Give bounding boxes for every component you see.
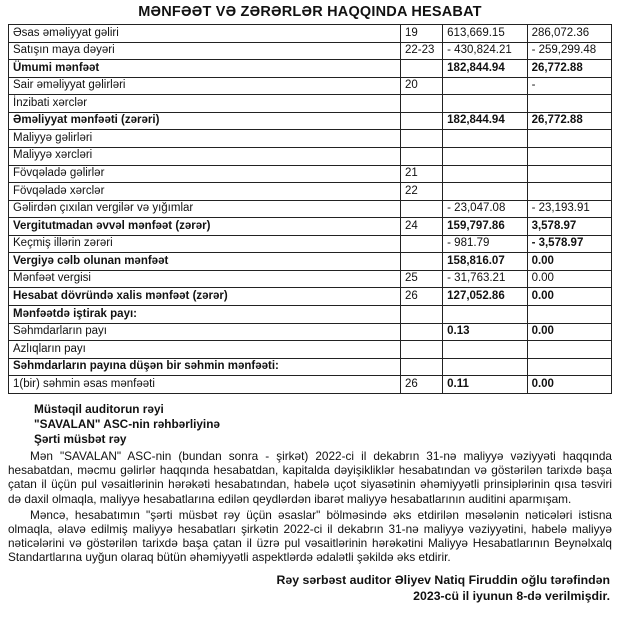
row-code: 22 bbox=[400, 183, 442, 201]
row-value-current bbox=[443, 165, 527, 183]
profit-loss-report bbox=[8, 4, 612, 605]
auditor-opinion-section bbox=[8, 402, 612, 606]
table-row bbox=[9, 77, 612, 95]
row-value-current: - 23,047.08 bbox=[443, 200, 527, 218]
row-label: Səhmdarların payına düşən bir səhmin mənfəəti: bbox=[9, 358, 401, 376]
row-label: Maliyyə xərcləri bbox=[9, 147, 401, 165]
page-title: MƏNFƏƏT VƏ ZƏRƏRLƏR HAQQINDA HESABAT bbox=[138, 4, 482, 20]
row-label: Satışın maya dəyəri bbox=[9, 42, 401, 60]
row-value-current: 0.13 bbox=[443, 323, 527, 341]
row-value-current: 159,797.86 bbox=[443, 218, 527, 236]
row-label: Mənfəətdə iştirak payı: bbox=[9, 306, 401, 324]
row-code bbox=[400, 235, 442, 253]
signature-line-2: 2023-cü il iyunun 8-də verilmişdir. bbox=[413, 589, 610, 604]
row-value-prior bbox=[527, 306, 611, 324]
table-row bbox=[9, 25, 612, 43]
row-value-prior: 0.00 bbox=[527, 323, 611, 341]
row-value-prior bbox=[527, 95, 611, 113]
row-label: Vergiyə cəlb olunan mənfəət bbox=[9, 253, 401, 271]
table-row bbox=[9, 147, 612, 165]
table-row bbox=[9, 358, 612, 376]
row-label: İnzibati xərclər bbox=[9, 95, 401, 113]
row-value-prior: - 3,578.97 bbox=[527, 235, 611, 253]
row-code bbox=[400, 60, 442, 78]
row-value-current: 182,844.94 bbox=[443, 112, 527, 130]
table-row bbox=[9, 95, 612, 113]
signature-line-1: Rəy sərbəst auditor Əliyev Natiq Firuddin oğlu tərəfindən bbox=[276, 573, 610, 588]
row-value-current: - 430,824.21 bbox=[443, 42, 527, 60]
row-label: Əməliyyat mənfəəti (zərəri) bbox=[9, 112, 401, 130]
row-value-current: 613,669.15 bbox=[443, 25, 527, 43]
row-label: Vergitutmadan əvvəl mənfəət (zərər) bbox=[9, 218, 401, 236]
row-value-prior bbox=[527, 130, 611, 148]
table-row bbox=[9, 183, 612, 201]
row-value-current bbox=[443, 95, 527, 113]
row-value-prior bbox=[527, 183, 611, 201]
row-label: Mənfəət vergisi bbox=[9, 270, 401, 288]
row-value-prior: 0.00 bbox=[527, 253, 611, 271]
row-label: Maliyyə gəlirləri bbox=[9, 130, 401, 148]
row-value-current: - 981.79 bbox=[443, 235, 527, 253]
table-row bbox=[9, 323, 612, 341]
row-code bbox=[400, 323, 442, 341]
table-row bbox=[9, 288, 612, 306]
row-value-prior: - bbox=[527, 77, 611, 95]
table-row bbox=[9, 270, 612, 288]
table-row bbox=[9, 130, 612, 148]
row-value-current bbox=[443, 306, 527, 324]
auditor-paragraph-2: Məncə, hesabatımın "şərti müsbət rəy üçün əsaslar" bölməsində əks etdirilən məsələnin nəticələri istisna olmaqla, əlavə edilmiş maliyyə hesabatları şirkətin 2022-ci il dekabrın 31-nə maliyyə vəziyyətini, habelə maliyyə nəticələrini və göstərilən tarixdə başa çatan il üzrə pul vəsaitlərinin hərəkətini Maliyyə Hesabatlarının Beynəlxalq Standartlarına uyğun olaraq bütün əhəmiyyətli aspektlərdə ədalətli şəkildə əks etdirir. bbox=[8, 507, 612, 565]
row-label: Keçmiş illərin zərəri bbox=[9, 235, 401, 253]
row-code: 25 bbox=[400, 270, 442, 288]
row-code bbox=[400, 147, 442, 165]
row-code bbox=[400, 200, 442, 218]
row-value-current: - 31,763.21 bbox=[443, 270, 527, 288]
pl-table-body bbox=[9, 25, 612, 394]
row-value-prior: - 23,193.91 bbox=[527, 200, 611, 218]
auditor-heading-addressee: "SAVALAN" ASC-nin rəhbərliyinə bbox=[34, 416, 220, 431]
row-value-current bbox=[443, 77, 527, 95]
table-row bbox=[9, 165, 612, 183]
row-value-prior: 3,578.97 bbox=[527, 218, 611, 236]
row-label: Əsas əməliyyat gəliri bbox=[9, 25, 401, 43]
row-value-prior: 286,072.36 bbox=[527, 25, 611, 43]
row-label: Azlıqların payı bbox=[9, 341, 401, 359]
row-value-prior: 0.00 bbox=[527, 288, 611, 306]
table-row bbox=[9, 42, 612, 60]
auditor-headings bbox=[34, 402, 612, 447]
row-value-current: 127,052.86 bbox=[443, 288, 527, 306]
row-code: 21 bbox=[400, 165, 442, 183]
row-value-current bbox=[443, 341, 527, 359]
table-row bbox=[9, 218, 612, 236]
row-value-prior bbox=[527, 341, 611, 359]
row-value-current bbox=[443, 183, 527, 201]
row-value-current bbox=[443, 130, 527, 148]
row-value-prior bbox=[527, 147, 611, 165]
row-value-prior bbox=[527, 165, 611, 183]
auditor-heading-opinion-type: Şərti müsbət rəy bbox=[34, 432, 127, 446]
row-code: 19 bbox=[400, 25, 442, 43]
row-code bbox=[400, 112, 442, 130]
row-code bbox=[400, 341, 442, 359]
row-code bbox=[400, 253, 442, 271]
row-label: Fövqəladə gəlirlər bbox=[9, 165, 401, 183]
row-code: 20 bbox=[400, 77, 442, 95]
row-code: 24 bbox=[400, 218, 442, 236]
row-label: Gəlirdən çıxılan vergilər və yığımlar bbox=[9, 200, 401, 218]
row-value-prior: - 259,299.48 bbox=[527, 42, 611, 60]
row-label: 1(bir) səhmin əsas mənfəəti bbox=[9, 376, 401, 394]
row-value-prior: 0.00 bbox=[527, 270, 611, 288]
row-label: Səhmdarların payı bbox=[9, 323, 401, 341]
table-row bbox=[9, 376, 612, 394]
profit-loss-table bbox=[8, 24, 612, 394]
row-value-prior: 26,772.88 bbox=[527, 112, 611, 130]
row-label: Fövqəladə xərclər bbox=[9, 183, 401, 201]
row-code bbox=[400, 358, 442, 376]
row-code bbox=[400, 306, 442, 324]
row-value-current: 158,816.07 bbox=[443, 253, 527, 271]
table-row bbox=[9, 341, 612, 359]
auditor-paragraph-1: Mən "SAVALAN" ASC-nin (bundan sonra - şirkət) 2022-ci il dekabrın 31-nə maliyyə vəziyyəti haqqında hesabatdan, məcmu gəlirlər haqqında hesabatdan, kapitalda dəyişikliklər hesabatından və göstərilən tarixdə başa çatan il üçün pul vəsaitlərinin hərəkəti hesabatından, habelə uçot siyasətinin əhəmiyyətli prinsiplərinin qısa təsviri də daxil olmaqla, maliyyə hesabatlarına edilən qeydlərdən ibarət maliyyə hesabatlarının auditini aparmışam. bbox=[8, 449, 612, 506]
auditor-signature bbox=[8, 573, 612, 605]
row-label: Ümumi mənfəət bbox=[9, 60, 401, 78]
row-value-current: 0.11 bbox=[443, 376, 527, 394]
auditor-heading-title: Müstəqil auditorun rəyi bbox=[34, 401, 164, 416]
row-code: 26 bbox=[400, 288, 442, 306]
table-row bbox=[9, 60, 612, 78]
row-value-prior: 0.00 bbox=[527, 376, 611, 394]
row-code bbox=[400, 130, 442, 148]
row-value-current: 182,844.94 bbox=[443, 60, 527, 78]
row-label: Hesabat dövründə xalis mənfəət (zərər) bbox=[9, 288, 401, 306]
row-value-prior bbox=[527, 358, 611, 376]
table-row bbox=[9, 253, 612, 271]
row-value-current bbox=[443, 147, 527, 165]
table-row bbox=[9, 200, 612, 218]
row-code: 22-23 bbox=[400, 42, 442, 60]
table-row bbox=[9, 112, 612, 130]
row-value-prior: 26,772.88 bbox=[527, 60, 611, 78]
row-value-current bbox=[443, 358, 527, 376]
table-row bbox=[9, 235, 612, 253]
table-row bbox=[9, 306, 612, 324]
row-label: Sair əməliyyat gəlirləri bbox=[9, 77, 401, 95]
row-code: 26 bbox=[400, 376, 442, 394]
row-code bbox=[400, 95, 442, 113]
